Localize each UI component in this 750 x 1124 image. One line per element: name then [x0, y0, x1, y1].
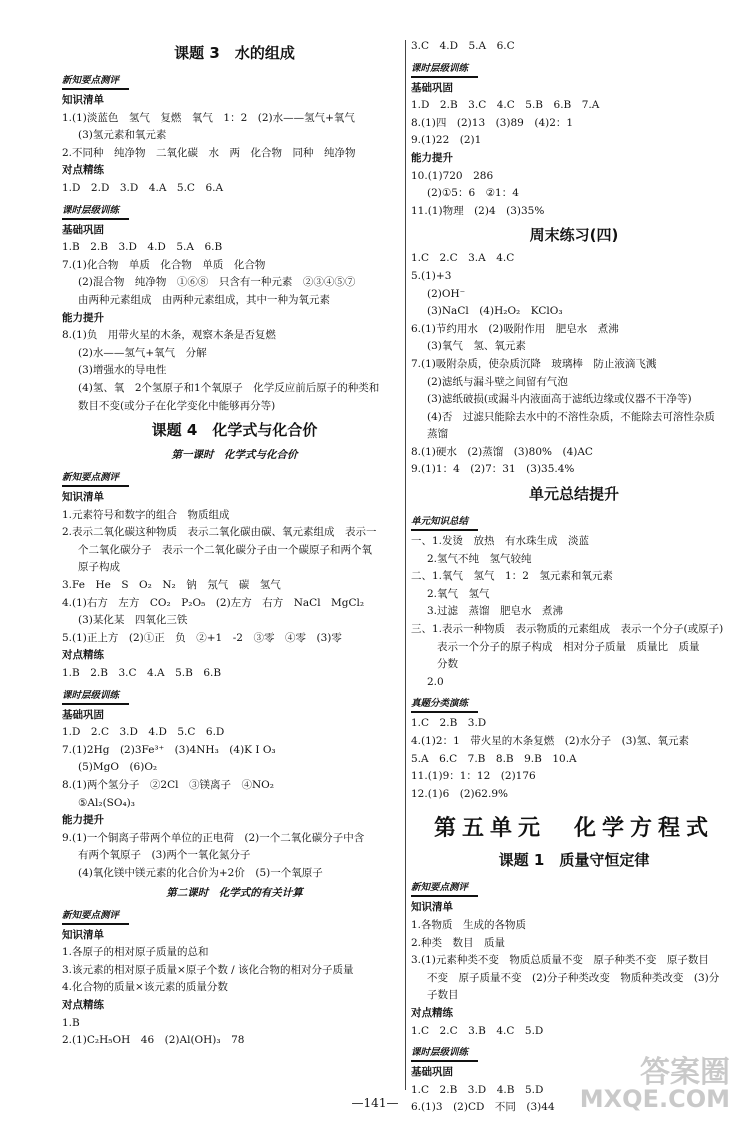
- answer-line: 9.(1)1：4 (2)7：31 (3)35.4%: [411, 463, 575, 476]
- watermark-url: MXQE.COM: [579, 1085, 730, 1113]
- answer-line: 7.(1)化合物 单质 化合物 单质 化合物: [62, 258, 266, 271]
- section-band: 单元知识总结: [411, 516, 478, 531]
- answer-line: 数目不变(或分子在化学变化中能够再分等): [78, 399, 276, 412]
- answer-line: (3)氧气 氢、氧元素: [427, 340, 526, 353]
- answer-line: (3)滤纸破损(或漏斗内液面高于滤纸边缘或仪器不干净等): [427, 393, 692, 406]
- answer-line: (5)MgO (6)O₂: [78, 761, 158, 774]
- answer-line: 12.(1)6 (2)62.9%: [411, 787, 508, 800]
- section-label: 知识清单: [411, 901, 453, 914]
- answer-line: 2.不同种 纯净物 二氧化碳 水 两 化合物 同种 纯净物: [62, 146, 356, 159]
- answer-line: 不变 原子质量不变 (2)分子种类改变 物质种类改变 (3)分: [427, 971, 720, 984]
- answer-line: 1.C 2.B 3.D 4.B 5.D: [411, 1083, 544, 1096]
- section-band-row: [411, 875, 737, 899]
- answer-line: (3)增强水的导电性: [78, 364, 167, 377]
- answer-line: (3)某化某 四氧化三铁: [78, 614, 188, 627]
- answer-line: 1.各物质 生成的各物质: [411, 918, 527, 931]
- answer-line: 2.(1)C₂H₅OH 46 (2)Al(OH)₃ 78: [62, 1034, 245, 1047]
- unit-title: 第五单元 化学方程式: [433, 815, 714, 842]
- answer-line: 1.B 2.B 3.D 4.D 5.A 6.B: [62, 241, 223, 254]
- section-band: 新知要点测评: [62, 75, 129, 90]
- page-number: —141—: [351, 1096, 399, 1110]
- answer-line: 11.(1)物理 (2)4 (3)35%: [411, 204, 545, 217]
- answer-line: 有两个氧原子 (3)两个一氧化氮分子: [78, 849, 251, 862]
- watermark-logo: [579, 1055, 730, 1113]
- answer-line: ⑤Al₂(SO₄)₃: [78, 796, 135, 809]
- answer-line: 8.(1)硬水 (2)蒸馏 (3)80% (4)AC: [411, 445, 593, 458]
- answer-line: (2)滤纸与漏斗壁之间留有气泡: [427, 375, 568, 388]
- answer-line: 1.各原子的相对原子质量的总和: [62, 946, 209, 959]
- answer-line: 1.D 2.D 3.D 4.A 5.C 6.A: [62, 181, 224, 194]
- answer-line: 由两种元素组成 由两种元素组成，其中一种为氧元素: [78, 293, 330, 306]
- section-label: 知识清单: [62, 491, 104, 504]
- section-label: 基础巩固: [62, 223, 104, 236]
- answer-line: 6.(1)3 (2)CD 不同 (3)44: [411, 1101, 555, 1114]
- answer-line: (3)NaCl (4)H₂O₂ KClO₃: [427, 305, 563, 318]
- section-band-row: [411, 509, 737, 533]
- answer-line: 3.Fe He S O₂ N₂ 钠 氖气 碳 氢气: [62, 579, 281, 592]
- section-title: 课题 1 质量守恒定律: [498, 851, 650, 870]
- answer-line: (4)氢、氧 2个氢原子和1个氧原子 化学反应前后原子的种类和: [78, 381, 380, 394]
- answer-line: 二、1.氧气 氢气 1：2 氢元素和氧元素: [411, 570, 613, 583]
- answer-line: 8.(1)四 (2)13 (3)89 (4)2：1: [411, 116, 574, 129]
- answer-line: 8.(1)两个氢分子 ②2Cl ③镁离子 ④NO₂: [62, 779, 274, 791]
- section-band: 课时层级训练: [411, 63, 478, 78]
- section-label: 对点精练: [62, 164, 104, 177]
- answer-line: 2.氧气 氢气: [427, 587, 490, 600]
- answer-line: 2.0: [427, 675, 444, 688]
- answer-line: (4)否 过滤只能除去水中的不溶性杂质，不能除去可溶性杂质: [427, 410, 715, 423]
- answer-line: 11.(1)9：1：12 (2)176: [411, 770, 536, 783]
- right-column: [411, 38, 737, 1117]
- answer-line: (2)混合物 纯净物 ①⑥⑧ 只含有一种元素 ②③④⑤⑦: [78, 276, 356, 289]
- answer-line: 蒸馏: [427, 428, 448, 441]
- answer-line: 1.C 2.B 3.D: [411, 717, 487, 730]
- answer-line: 1.D 2.C 3.D 4.D 5.C 6.D: [62, 726, 225, 739]
- answer-line: 9.(1)一个铜离子带两个单位的正电荷 (2)一个二氧化碳分子中含: [62, 831, 365, 844]
- section-band-row: [62, 68, 407, 92]
- answer-line: (2)OH⁻: [427, 287, 466, 300]
- answer-line: 1.C 2.C 3.B 4.C 5.D: [411, 1024, 544, 1037]
- section-band-row: [411, 56, 737, 80]
- answer-line: 3.过滤 蒸馏 肥皂水 煮沸: [427, 605, 564, 618]
- section-label: 对点精练: [62, 998, 104, 1011]
- section-band: 课时层级训练: [411, 1047, 478, 1062]
- watermark-text: 答案圈: [640, 1055, 730, 1090]
- section-label: 基础巩固: [62, 708, 104, 721]
- answer-line: 原子构成: [78, 561, 120, 574]
- section-band-row: [62, 198, 407, 222]
- subsection-title: 第一课时 化学式与化合价: [171, 449, 298, 462]
- subsection-title: 第二课时 化学式的有关计算: [166, 886, 303, 899]
- answer-line: (2)①5：6 ②1：4: [427, 187, 519, 200]
- answer-line: 7.(1)吸附杂质，使杂质沉降 玻璃棒 防止液滴飞溅: [411, 357, 657, 370]
- section-label: 对点精练: [411, 1006, 453, 1019]
- answer-line: 1.D 2.B 3.C 4.C 5.B 6.B 7.A: [411, 99, 600, 112]
- answer-line: 8.(1)负 用带火星的木条，观察木条是否复燃: [62, 329, 276, 342]
- answer-line: (2)水——氢气+氧气 分解: [78, 346, 207, 359]
- section-title: 课题 3 水的组成: [174, 44, 295, 62]
- section-band: 真题分类演练: [411, 698, 478, 713]
- section-label: 基础巩固: [411, 81, 453, 94]
- answer-line: (4)氧化镁中镁元素的化合价为+2价 (5)一个氧原子: [78, 866, 323, 879]
- answer-line: 分数: [437, 658, 458, 671]
- answer-line: 6.(1)节约用水 (2)吸附作用 肥皂水 煮沸: [411, 322, 619, 335]
- section-title: 单元总结提升: [528, 485, 619, 504]
- answer-line: 一、1.发烫 放热 有水珠生成 淡蓝: [411, 535, 590, 548]
- section-band-row: [62, 903, 407, 927]
- answer-line: 1.B 2.B 3.C 4.A 5.B 6.B: [62, 667, 222, 680]
- answer-line: 1.C 2.C 3.A 4.C: [411, 252, 515, 265]
- answer-line: 5.(1)正上方 (2)①正 负 ②+1 -2 ③零 ④零 (3)零: [62, 631, 342, 644]
- answer-line: 2.表示二氧化碳这种物质 表示二氧化碳由碳、氧元素组成 表示一: [62, 526, 377, 539]
- section-label: 知识清单: [62, 928, 104, 941]
- answer-line: 1.(1)淡蓝色 氢气 复燃 氧气 1：2 (2)水——氢气+氧气: [62, 111, 355, 124]
- answer-line: 4.(1)右方 左方 CO₂ P₂O₅ (2)左方 右方 NaCl MgCl₂: [62, 596, 365, 609]
- section-label: 能力提升: [62, 814, 104, 827]
- section-band-row: [411, 691, 737, 715]
- answer-line: 三、1.表示一种物质 表示物质的元素组成 表示一个分子(或原子): [411, 623, 724, 636]
- answer-line: 3.(1)元素种类不变 物质总质量不变 原子种类不变 原子数目: [411, 954, 709, 967]
- answer-line: 个二氧化碳分子 表示一个二氧化碳分子由一个碳原子和两个氧: [78, 543, 372, 556]
- section-label: 基础巩固: [411, 1066, 453, 1079]
- answer-line: 子数目: [427, 989, 459, 1002]
- answer-line: 2.种类 数目 质量: [411, 936, 506, 949]
- answer-line: 7.(1)2Hg (2)3Fe³⁺ (3)4NH₃ (4)K I O₃: [62, 743, 276, 756]
- section-label: 对点精练: [62, 649, 104, 662]
- section-band: 课时层级训练: [62, 690, 129, 705]
- answer-line: 10.(1)720 286: [411, 169, 494, 182]
- section-title: 课题 4 化学式与化合价: [151, 421, 318, 440]
- answer-line: 3.该元素的相对原子质量×原子个数 / 该化合物的相对分子质量: [62, 963, 354, 976]
- answer-line: 4.化合物的质量×该元素的质量分数: [62, 981, 228, 994]
- section-band: 新知要点测评: [411, 882, 478, 897]
- section-label: 知识清单: [62, 94, 104, 106]
- section-band: 新知要点测评: [62, 472, 129, 487]
- section-band-row: [62, 465, 407, 489]
- answer-line: 9.(1)22 (2)1: [411, 134, 482, 147]
- left-column: [62, 38, 407, 1050]
- answer-line: (3)氢元素和氧元素: [78, 129, 167, 142]
- answer-line: 表示一个分子的原子构成 相对分子质量 质量比 质量: [437, 640, 700, 653]
- section-label: 能力提升: [411, 151, 453, 164]
- answer-line: 5.(1)+3: [411, 269, 452, 282]
- section-band-row: [62, 683, 407, 707]
- answer-line: 1.元素符号和数字的组合 物质组成: [62, 508, 230, 521]
- answer-line: 5.A 6.C 7.B 8.B 9.B 10.A: [411, 752, 577, 765]
- answer-line: 3.C 4.D 5.A 6.C: [411, 40, 515, 52]
- section-band: 课时层级训练: [62, 205, 129, 220]
- answer-line: 4.(1)2：1 带火星的木条复燃 (2)水分子 (3)氢、氧元素: [411, 735, 689, 747]
- answer-line: 2.氢气不纯 氢气较纯: [427, 552, 532, 565]
- section-label: 能力提升: [62, 311, 104, 324]
- answer-line: 1.B: [62, 1016, 80, 1029]
- section-title: 周末练习(四): [529, 226, 619, 245]
- section-band: 新知要点测评: [62, 910, 129, 925]
